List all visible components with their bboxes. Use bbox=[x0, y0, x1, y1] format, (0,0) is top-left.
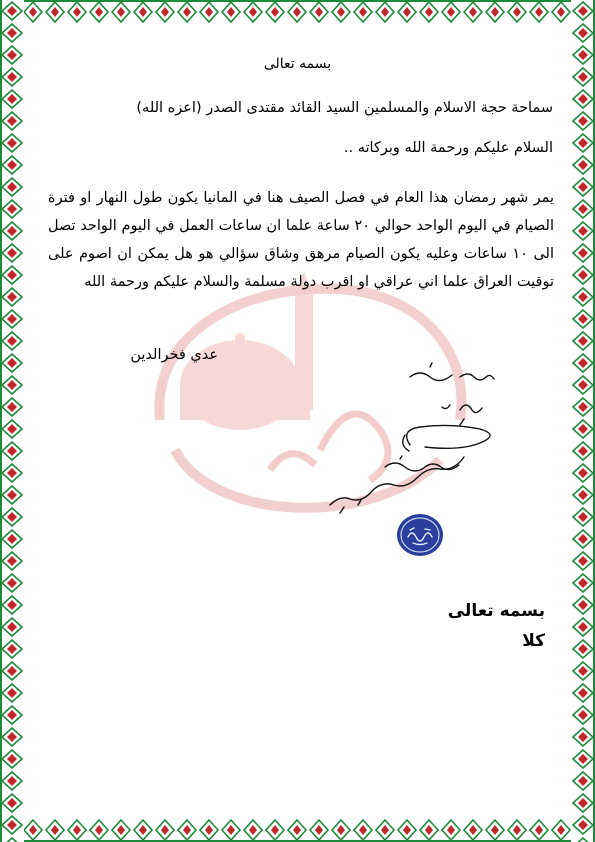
letter-body: يمر شهر رمضان هذا العام في فصل الصيف هنا في المانيا يكون طول النهار او فترة الصيام في اليوم الواحد حوالي ٢٠ ساعة علما ان ساعات العمل في اليوم الواحد تصل الى ١٠ ساعات وعليه يكون الصيام مرهق وشاق سؤالي هو هل يمكن ان اصوم على توقيت العراق علما اني عراقي او اقرب دولة مسلمة والسلام عليكم ورحمة الله bbox=[48, 190, 555, 290]
letter-addressee: سماحة حجة الاسلام والمسلمين السيد القائد مقتدى الصدر (اعزه الله) bbox=[136, 100, 553, 116]
letter-basmala: بسمه تعالى bbox=[263, 56, 332, 72]
reply-basmala: بسمه تعالى bbox=[447, 601, 545, 621]
decorative-border-top bbox=[0, 0, 595, 24]
reply-answer: كلا bbox=[522, 631, 545, 651]
decorative-border-right bbox=[571, 0, 595, 842]
letter-signer-name: عدي فخرالدين bbox=[130, 347, 218, 363]
printed-reply bbox=[430, 596, 545, 656]
decorative-border-bottom bbox=[0, 818, 595, 842]
decorative-border-left bbox=[0, 0, 24, 842]
handwritten-reply-signature bbox=[310, 355, 510, 535]
official-stamp-seal bbox=[395, 512, 445, 558]
letter-greeting: السلام عليكم ورحمة الله وبركاته .. bbox=[343, 140, 553, 156]
